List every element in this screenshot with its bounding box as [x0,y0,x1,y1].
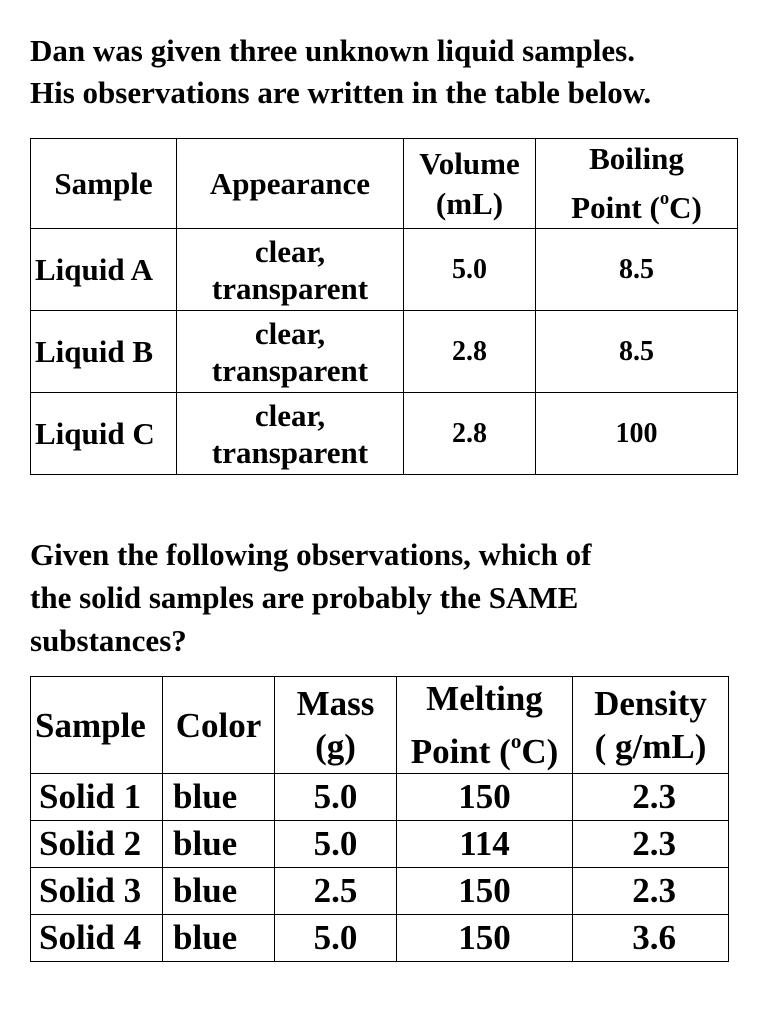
intro-line-2: His observations are written in the table below. [30,75,652,110]
cell-density: 2.3 [573,774,729,821]
degree-symbol: o [659,188,670,209]
cell-melting-point: 150 [397,774,573,821]
cell-sample: Solid 3 [31,868,163,915]
table-row [31,821,729,868]
table-row [31,393,738,475]
cell-sample: Solid 2 [31,821,163,868]
cell-melting-point: 150 [397,868,573,915]
cell-sample: Solid 4 [31,915,163,962]
cell-appearance: clear, transparent [177,229,404,311]
table-row [31,868,729,915]
header-sample: Sample [31,139,177,229]
header-melting-point: Melting Point ($^o$C) [397,677,573,774]
intro-line-1: Dan was given three unknown liquid samples. [30,33,635,68]
degree-symbol: o [510,729,522,753]
header-appearance: Appearance [177,139,404,229]
header-color: Color [163,677,275,774]
solid-table-header-row [31,677,729,774]
cell-boiling-point: 8.5 [536,311,738,393]
cell-volume: 2.8 [404,393,536,475]
cell-sample: Liquid C [31,393,177,475]
table-row [31,311,738,393]
question-line-2: the solid samples are probably the SAME [30,580,579,615]
header-sample: Sample [31,677,163,774]
cell-appearance: clear, transparent [177,393,404,475]
question-line-1: Given the following observations, which of [30,537,592,572]
header-volume: Volume (mL) [404,139,536,229]
table-row [31,915,729,962]
cell-color: blue [163,821,275,868]
cell-density: 2.3 [573,868,729,915]
liquid-table-header-row [31,139,738,229]
cell-density: 2.3 [573,821,729,868]
cell-melting-point: 114 [397,821,573,868]
cell-volume: 2.8 [404,311,536,393]
cell-boiling-point: 8.5 [536,229,738,311]
header-mass: Mass (g) [275,677,397,774]
cell-melting-point: 150 [397,915,573,962]
cell-sample: Liquid A [31,229,177,311]
cell-boiling-point: 100 [536,393,738,475]
cell-mass: 5.0 [275,774,397,821]
cell-sample: Solid 1 [31,774,163,821]
solid-table [30,676,729,962]
cell-mass: 5.0 [275,915,397,962]
cell-appearance: clear, transparent [177,311,404,393]
table-row [31,229,738,311]
header-boiling-point: Boiling Point ($^o$C) [536,139,738,229]
table-row [31,774,729,821]
cell-density: 3.6 [573,915,729,962]
liquid-table [30,138,738,475]
question-text [30,533,591,662]
cell-color: blue [163,774,275,821]
cell-volume: 5.0 [404,229,536,311]
cell-sample: Liquid B [31,311,177,393]
cell-mass: 5.0 [275,821,397,868]
cell-color: blue [163,915,275,962]
cell-mass: 2.5 [275,868,397,915]
intro-text [30,30,651,114]
question-line-3: substances? [30,623,187,658]
header-density: Density ( g/mL) [573,677,729,774]
cell-color: blue [163,868,275,915]
